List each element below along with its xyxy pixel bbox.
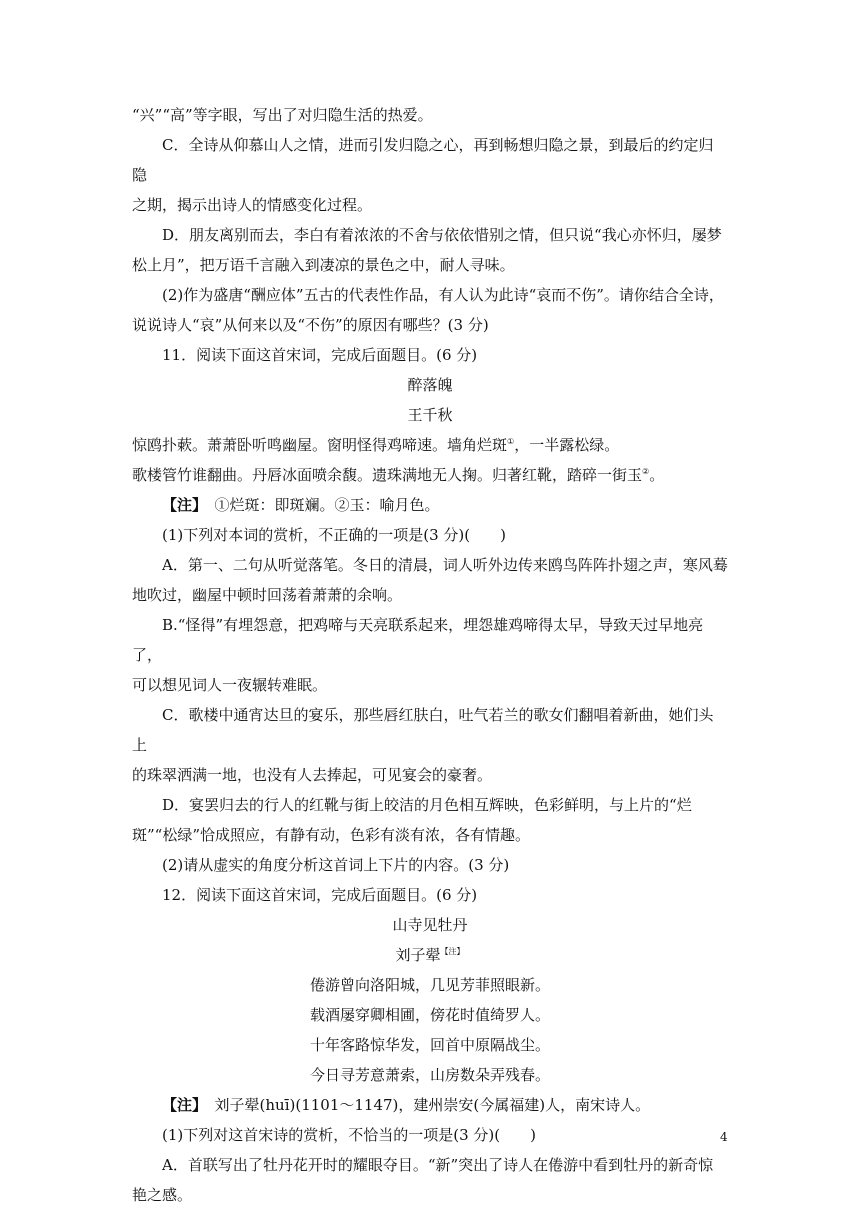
note-tag: 【注】 [162,496,200,514]
ci-line-2-tail: 。 [649,466,665,484]
note-tag: 【注】 [162,1096,200,1114]
question-11: 11．阅读下面这首宋词，完成后面题目。(6 分) [162,346,478,364]
option-11d-line2: 斑”“松绿”恰成照应，有静有动，色彩有淡有浓，各有情趣。 [132,826,531,844]
ci-line-2 [132,460,728,490]
option-12a-line2: 艳之感。 [132,1186,193,1204]
option-c-line1: C．全诗从仰慕山人之情，进而引发归隐之心，再到畅想归隐之景，到最后的约定归隐 [132,136,714,184]
note-11 [132,490,728,520]
text-line: “兴”“高”等字眼，写出了对归隐生活的热爱。 [132,106,433,124]
option-11c-line1: C．歌楼中通宵达旦的宴乐，那些唇红肤白，吐气若兰的歌女们翻唱着新曲，她们头上 [132,706,714,754]
option-12a-line1: A．首联写出了牡丹花开时的耀眼夺目。“新”突出了诗人在倦游中看到牡丹的新奇惊 [162,1156,714,1174]
note-12 [132,1090,728,1120]
subquestion-2-line2: 说说诗人“哀”从何来以及“不伤”的原因有哪些？(3 分) [132,316,489,334]
option-11c-line2: 的珠翠洒满一地，也没有人去捧起，可见宴会的豪奢。 [132,766,493,784]
poem-title-11: 醉落魄 [407,376,453,394]
poem-title-12: 山寺见牡丹 [392,916,468,934]
subquestion-11-2: (2)请从虚实的角度分析这首词上下片的内容。(3 分) [162,856,510,874]
ci-line-1-text: 惊鸥扑蔌。萧萧卧听鸣幽屋。窗明怪得鸡啼速。墙角烂斑 [132,436,508,454]
subquestion-11-1: (1)下列对本词的赏析，不正确的一项是(3 分)( ) [162,526,506,544]
option-d-line2: 松上月”，把万语千言融入到凄凉的景色之中，耐人寻味。 [132,256,515,274]
question-12: 12．阅读下面这首宋词，完成后面题目。(6 分) [162,886,478,904]
footnote-mark-1: ① [507,437,515,446]
poem-line: 载酒屡穿卿相圃，傍花时值绮罗人。 [309,1006,550,1024]
poem-author-12 [132,940,728,970]
option-11d-line1: D．宴罢归去的行人的红靴与街上皎洁的月色相互辉映，色彩鲜明，与上片的“烂 [162,796,692,814]
option-11a-line2: 地吹过，幽屋中顿时回荡着萧萧的余响。 [132,586,403,604]
option-11b-line2: 可以想见词人一夜辗转难眠。 [132,676,328,694]
option-11b-line1: B.“怪得”有埋怨意，把鸡啼与天亮联系起来，埋怨雄鸡啼得太早，导致天过早地亮了， [132,616,704,664]
footnote-mark-2: ② [642,467,650,476]
note-text: 刘子翚(huī)(1101～1147)，建州崇安(今属福建)人，南宋诗人。 [214,1096,651,1114]
option-11a-line1: A．第一、二句从听觉落笔。冬日的清晨，词人听外边传来鸥鸟阵阵扑翅之声，寒风蓦 [162,556,728,574]
subquestion-12-1: (1)下列对这首宋诗的赏析，不恰当的一项是(3 分)( ) [162,1126,536,1144]
ci-line-1 [132,430,728,460]
author-name: 刘子翚 [395,946,441,964]
poem-line: 今日寻芳意萧索，山房数朵弄残春。 [309,1066,550,1084]
subquestion-2-line1: (2)作为盛唐“酬应体”五古的代表性作品，有人认为此诗“哀而不伤”。请你结合全诗， [162,286,724,304]
option-c-line2: 之期，揭示出诗人的情感变化过程。 [132,196,373,214]
poem-line: 十年客路惊华发，回首中原隔战尘。 [309,1036,550,1054]
page-number: 4 [720,1130,728,1144]
ci-line-2-text: 歌楼管竹谁翻曲。丹唇冰面喷余馥。遗珠满地无人掬。归著红靴，踏碎一街玉 [132,466,643,484]
ci-line-1-tail: ，一半露松绿。 [514,436,620,454]
footnote-mark-note: 【注】 [440,947,465,956]
page-body [132,100,728,1210]
option-d-line1: D．朋友离别而去，李白有着浓浓的不舍与依依惜别之情，但只说“我心亦怀归，屡梦 [162,226,722,244]
poem-author-11: 王千秋 [407,406,453,424]
note-text: ①烂斑：即斑斓。②玉：喻月色。 [214,496,440,514]
poem-line: 倦游曾向洛阳城，几见芳菲照眼新。 [309,976,550,994]
